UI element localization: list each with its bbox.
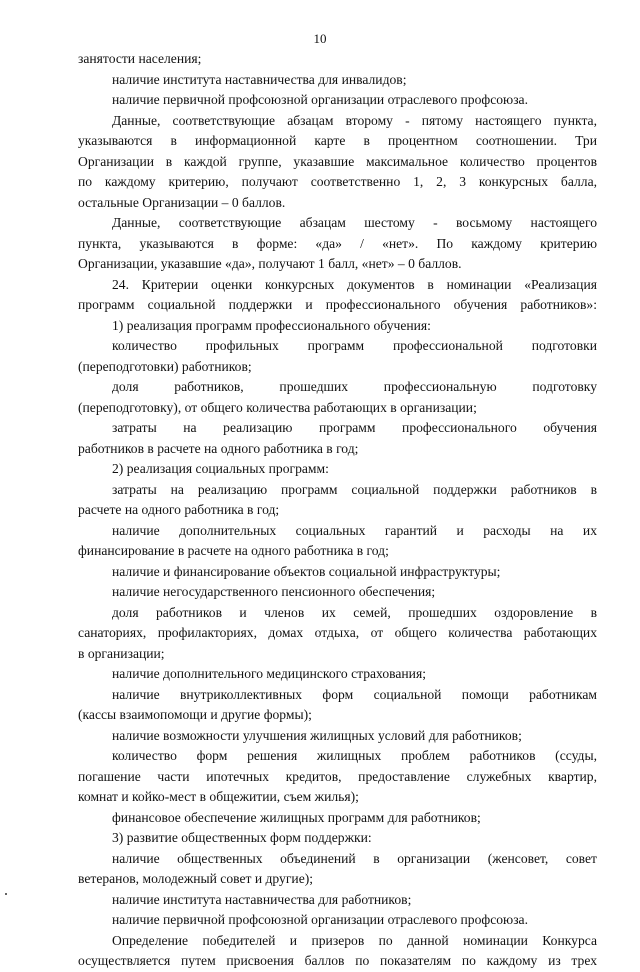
text-line: наличие возможности улучшения жилищных условий для работников; bbox=[112, 727, 522, 743]
text-line: наличие института наставничества для инвалидов; bbox=[112, 71, 407, 87]
text-line: финансовое обеспечение жилищных программ для работников; bbox=[112, 809, 481, 825]
text-line: доля работников, прошедших профессиональную подготовку bbox=[112, 379, 597, 394]
text-line: (переподготовки) работников; bbox=[78, 358, 252, 374]
text-line: Данные, соответствующие абзацам шестому - восьмому настоящего bbox=[112, 215, 597, 230]
text-line: Организации в каждой группе, указавшие максимальное количество процентов bbox=[78, 153, 597, 169]
text-line: количество профильных программ профессиональной подготовки bbox=[112, 338, 597, 353]
text-line: расчете на одного работника в год; bbox=[78, 502, 280, 517]
text-line: финансирование в расчете на одного работника в год; bbox=[78, 543, 389, 558]
text-line: (кассы взаимопомощи и другие формы); bbox=[78, 707, 312, 722]
text-line: Определение победителей и призеров по данной номинации Конкурса bbox=[112, 932, 597, 948]
scan-artifact bbox=[5, 893, 7, 895]
text-line: погашение части ипотечных кредитов, предоставление служебных квартир, bbox=[78, 768, 597, 784]
text-line: Данные, соответствующие абзацам второму - пятому настоящего пункта, bbox=[112, 112, 597, 128]
text-line: 1) реализация программ профессионального обучения: bbox=[112, 317, 431, 333]
text-line: наличие внутриколлективных форм социальной помощи работникам bbox=[112, 686, 597, 702]
text-line: затраты на реализацию программ социальной поддержки работников в bbox=[112, 481, 597, 497]
text-line: доля работников и членов их семей, прошедших оздоровление в bbox=[112, 604, 597, 620]
text-line: осуществляется путем присвоения баллов по показателям по каждому из трех bbox=[78, 953, 597, 968]
text-line: наличие и финансирование объектов социальной инфраструктуры; bbox=[112, 563, 501, 579]
text-line: 3) развитие общественных форм поддержки: bbox=[112, 830, 372, 845]
text-line: пункта, указываются в форме: «да» / «нет». По каждому критерию bbox=[78, 235, 597, 251]
text-line: санаториях, профилакториях, домах отдыха, от общего количества работающих bbox=[78, 625, 597, 640]
text-line: указываются в информационной карте в процентном соотношении. Три bbox=[78, 133, 597, 148]
text-line: затраты на реализацию программ профессионального обучения bbox=[112, 420, 597, 435]
text-line: программ социальной поддержки и профессионального обучения работников»: bbox=[78, 297, 597, 312]
text-line: наличие негосударственного пенсионного обеспечения; bbox=[112, 584, 436, 599]
text-line: работников в расчете на одного работника в год; bbox=[78, 440, 359, 456]
document-body bbox=[78, 49, 597, 972]
text-line: наличие первичной профсоюзной организации отраслевого профсоюза. bbox=[112, 92, 528, 107]
text-line: в организации; bbox=[78, 645, 165, 661]
text-line: 2) реализация социальных программ: bbox=[112, 461, 329, 476]
text-line: наличие дополнительных социальных гарантий и расходы на их bbox=[112, 522, 597, 538]
text-line: остальные Организации – 0 баллов. bbox=[78, 194, 286, 210]
text-line: комнат и койко-мест в общежитии, съем жилья); bbox=[78, 789, 359, 804]
text-line: 24. Критерии оценки конкурсных документов в номинации «Реализация bbox=[112, 276, 597, 292]
text-line: (переподготовку), от общего количества работающих в организации; bbox=[78, 399, 477, 415]
text-line: наличие дополнительного медицинского страхования; bbox=[112, 666, 426, 681]
text-line: наличие первичной профсоюзной организации отраслевого профсоюза. bbox=[112, 912, 528, 927]
text-line: ветеранов, молодежный совет и другие); bbox=[78, 871, 314, 886]
page-number: 10 bbox=[313, 31, 327, 46]
text-line: по каждому критерию, получают соответственно 1, 2, 3 конкурсных балла, bbox=[78, 174, 597, 189]
text-line: наличие общественных объединений в организации (женсовет, совет bbox=[112, 850, 597, 866]
text-line: количество форм решения жилищных проблем работников (ссуды, bbox=[112, 748, 597, 763]
text-line: наличие института наставничества для работников; bbox=[112, 891, 412, 907]
text-line: занятости населения; bbox=[78, 51, 202, 66]
text-line: Организации, указавшие «да», получают 1 балл, «нет» – 0 баллов. bbox=[78, 256, 462, 271]
